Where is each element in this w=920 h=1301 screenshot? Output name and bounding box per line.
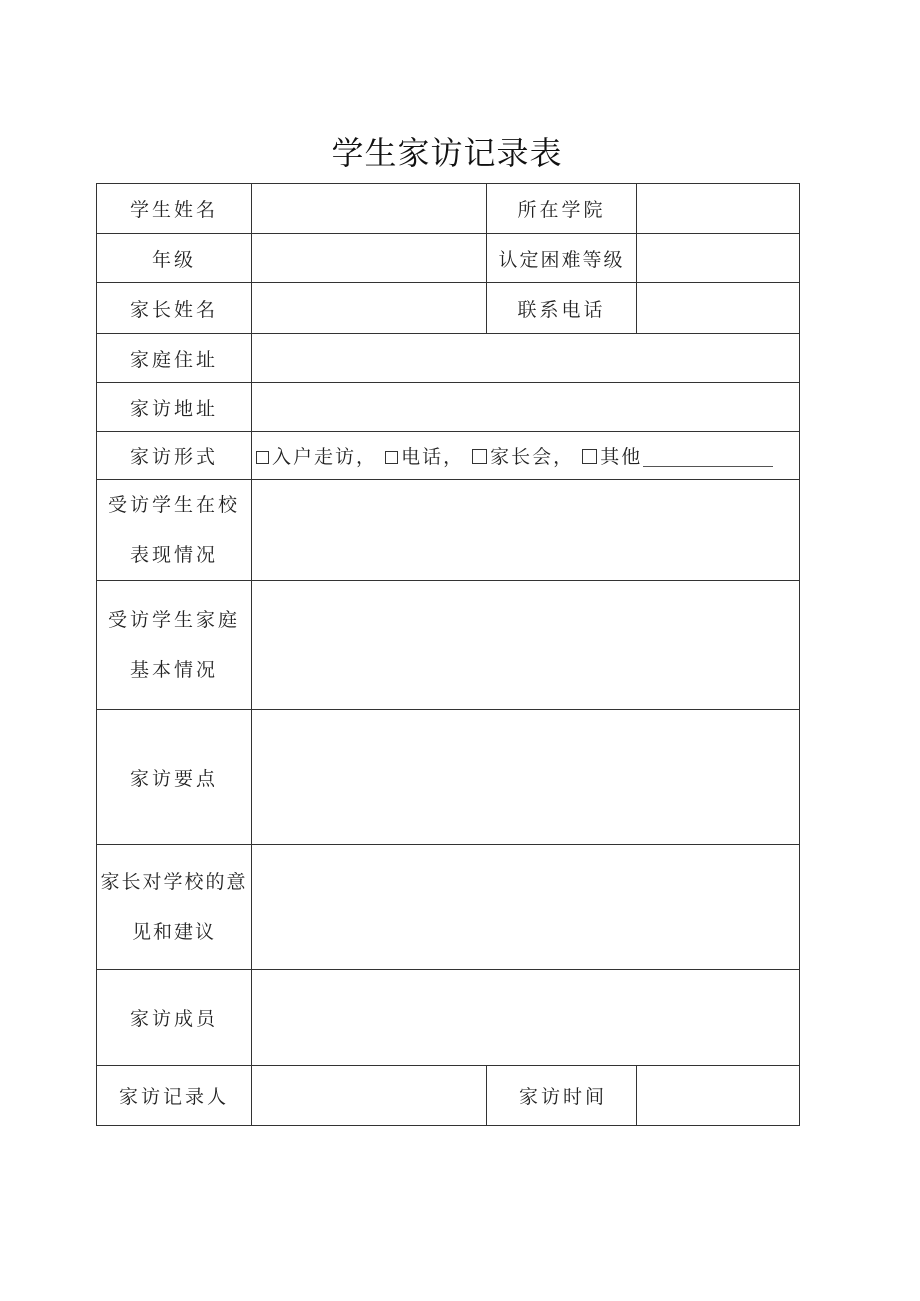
field-college[interactable] — [637, 184, 800, 234]
label-grade: 年级 — [97, 234, 252, 283]
option-home-visit: 入户走访， — [272, 446, 378, 468]
row-visit-form — [97, 432, 800, 480]
option-parent-meeting: 家长会， — [490, 446, 575, 468]
checkbox-parent-meeting[interactable] — [472, 449, 487, 464]
field-visit-time[interactable] — [637, 1066, 800, 1126]
row-grade — [97, 234, 800, 283]
row-family-situation — [97, 581, 800, 710]
label-parent-opinions-line2: 见和建议 — [131, 921, 216, 943]
row-parent-opinions — [97, 845, 800, 970]
label-school-performance-line2: 表现情况 — [129, 544, 218, 566]
field-parent-opinions[interactable] — [252, 845, 800, 970]
label-phone: 联系电话 — [487, 283, 637, 334]
label-difficulty-level: 认定困难等级 — [487, 234, 637, 283]
field-grade[interactable] — [252, 234, 487, 283]
field-visit-form — [252, 432, 800, 480]
field-home-address[interactable] — [252, 334, 800, 383]
field-visit-address[interactable] — [252, 383, 800, 432]
row-visit-address — [97, 383, 800, 432]
field-family-situation[interactable] — [252, 581, 800, 710]
row-visit-points — [97, 710, 800, 845]
label-visit-members: 家访成员 — [97, 970, 252, 1066]
row-parent-name — [97, 283, 800, 334]
field-school-performance[interactable] — [252, 480, 800, 581]
checkbox-other[interactable] — [582, 449, 597, 464]
option-phone-call: 电话， — [401, 446, 465, 468]
label-student-name: 学生姓名 — [97, 184, 252, 234]
row-home-address — [97, 334, 800, 383]
label-family-situation-line1: 受访学生家庭 — [107, 609, 240, 631]
row-visit-members — [97, 970, 800, 1066]
row-student-name — [97, 184, 800, 234]
label-school-performance-line1: 受访学生在校 — [107, 494, 240, 516]
page-title: 学生家访记录表 — [331, 134, 563, 172]
label-parent-opinions-line1: 家长对学校的意 — [100, 871, 248, 893]
label-visit-address: 家访地址 — [97, 383, 252, 432]
home-visit-form-table — [96, 183, 800, 1126]
option-other: 其他 — [600, 446, 643, 468]
label-family-situation-line2: 基本情况 — [129, 659, 218, 681]
other-fill-line[interactable] — [643, 444, 773, 467]
row-recorder — [97, 1066, 800, 1126]
field-difficulty-level[interactable] — [637, 234, 800, 283]
field-parent-name[interactable] — [252, 283, 487, 334]
checkbox-phone-call[interactable] — [385, 451, 398, 464]
field-student-name[interactable] — [252, 184, 487, 234]
field-visit-points[interactable] — [252, 710, 800, 845]
label-family-situation — [97, 581, 252, 710]
label-visit-time: 家访时间 — [487, 1066, 637, 1126]
field-visit-members[interactable] — [252, 970, 800, 1066]
label-visit-form: 家访形式 — [97, 432, 252, 480]
label-visit-points: 家访要点 — [97, 710, 252, 845]
field-phone[interactable] — [637, 283, 800, 334]
label-parent-opinions — [97, 845, 252, 970]
checkbox-home-visit[interactable] — [256, 451, 269, 464]
label-recorder: 家访记录人 — [97, 1066, 252, 1126]
row-school-performance — [97, 480, 800, 581]
label-parent-name: 家长姓名 — [97, 283, 252, 334]
field-recorder[interactable] — [252, 1066, 487, 1126]
label-college: 所在学院 — [487, 184, 637, 234]
label-home-address: 家庭住址 — [97, 334, 252, 383]
label-school-performance — [97, 480, 252, 581]
